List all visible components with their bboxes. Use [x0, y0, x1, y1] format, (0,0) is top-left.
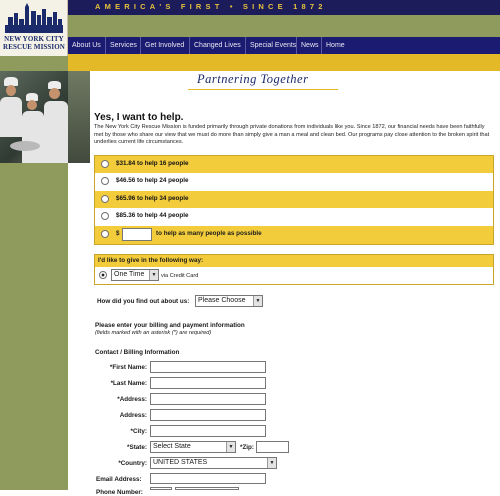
- radio-button[interactable]: [101, 212, 109, 220]
- radio-button[interactable]: [101, 230, 109, 238]
- page-heading: Yes, I want to help.: [94, 112, 184, 123]
- donation-option-2[interactable]: [95, 173, 493, 190]
- country-label: *Country:: [118, 460, 147, 467]
- nav-special-events[interactable]: Special Events: [245, 37, 300, 54]
- main-nav: [68, 37, 500, 54]
- country-value: UNITED STATES: [153, 459, 208, 466]
- zip-field[interactable]: [256, 441, 289, 453]
- nav-changed-lives[interactable]: Changed Lives: [189, 37, 245, 54]
- volunteers-photo-edge: [68, 71, 90, 163]
- nav-about-us[interactable]: About Us: [72, 42, 101, 49]
- zip-label: *Zip:: [240, 444, 254, 451]
- give-method-box: [94, 254, 494, 285]
- billing-heading: Please enter your billing and payment information: [95, 322, 245, 329]
- chevron-down-icon: ▼: [149, 270, 158, 280]
- phone-area-field[interactable]: [150, 487, 172, 490]
- first-name-field[interactable]: [150, 361, 266, 373]
- other-amount-input[interactable]: [122, 228, 152, 241]
- billing-note: (fields marked with an asterisk (*) are required): [95, 330, 212, 336]
- chevron-down-icon: ▼: [226, 442, 235, 452]
- volunteers-photo: [0, 71, 68, 163]
- nav-gold-band: [68, 54, 500, 71]
- state-value: Select State: [153, 443, 191, 450]
- chevron-down-icon: ▼: [267, 458, 276, 468]
- tagline: AMERICA'S FIRST • SINCE 1872: [95, 2, 327, 11]
- donation-option-1[interactable]: [95, 156, 493, 173]
- how-found-label: How did you find out about us:: [97, 298, 190, 305]
- email-field[interactable]: [150, 473, 266, 484]
- phone-label: Phone Number:: [96, 489, 143, 496]
- intro-text: The New York City Rescue Mission is funded primarily through private donations from individuals like you. Since 1872, our financial needs have been faithfully met by those who share our view that we must do more than simply give a man a meal and clean bed. Our programs pay close attention to the broken spirit that underlies current life circumstances.: [94, 124, 490, 146]
- payment-method-text: via Credit Card: [161, 273, 199, 279]
- nav-services[interactable]: Services: [105, 37, 141, 54]
- address2-field[interactable]: [150, 409, 266, 421]
- donation-option-label: $85.36 to help 44 people: [116, 212, 189, 219]
- title-underline: [188, 89, 338, 90]
- donation-option-4[interactable]: [95, 208, 493, 225]
- give-method-heading: I'd like to give in the following way:: [98, 257, 204, 264]
- frequency-select[interactable]: [111, 269, 159, 281]
- donation-option-3[interactable]: [95, 191, 493, 208]
- address1-field[interactable]: [150, 393, 266, 405]
- logo-text-line1: NEW YORK CITY: [4, 35, 64, 43]
- donation-options: [94, 155, 494, 245]
- nav-home[interactable]: Home: [321, 37, 349, 54]
- donation-option-label: $31.84 to help 16 people: [116, 160, 189, 167]
- logo[interactable]: [0, 0, 68, 56]
- nav-news[interactable]: News: [296, 37, 323, 54]
- chevron-down-icon: ▼: [253, 296, 262, 306]
- how-found-select[interactable]: [195, 295, 263, 307]
- how-found-value: Please Choose: [198, 297, 246, 304]
- logo-text-line2: RESCUE MISSION: [3, 43, 65, 51]
- frequency-value: One Time: [114, 271, 145, 278]
- state-label: *State:: [127, 444, 147, 451]
- top-banner: [68, 0, 500, 15]
- script-title: Partnering Together: [197, 72, 309, 86]
- skyline-icon: [5, 3, 63, 33]
- header-olive-band: [68, 15, 500, 37]
- other-amount-label: to help as many people as possible: [156, 230, 262, 237]
- radio-button[interactable]: [101, 160, 109, 168]
- donation-option-other[interactable]: [95, 226, 493, 244]
- nav-get-involved[interactable]: Get Involved: [140, 37, 188, 54]
- radio-button[interactable]: [101, 195, 109, 203]
- city-field[interactable]: [150, 425, 266, 437]
- last-name-field[interactable]: [150, 377, 266, 389]
- first-name-label: *First Name:: [109, 364, 147, 371]
- donation-option-label: $46.56 to help 24 people: [116, 177, 189, 184]
- address2-label: Address:: [119, 412, 147, 419]
- radio-button[interactable]: [101, 177, 109, 185]
- address1-label: *Address:: [117, 396, 147, 403]
- email-label: Email Address:: [96, 476, 142, 483]
- contact-heading: Contact / Billing Information: [95, 349, 180, 356]
- country-select[interactable]: [150, 457, 277, 469]
- dollar-sign: $: [116, 230, 120, 237]
- phone-number-field[interactable]: [175, 487, 239, 490]
- radio-button-selected[interactable]: [99, 271, 107, 279]
- donation-option-label: $65.96 to help 34 people: [116, 195, 189, 202]
- last-name-label: *Last Name:: [110, 380, 147, 387]
- city-label: *City:: [130, 428, 147, 435]
